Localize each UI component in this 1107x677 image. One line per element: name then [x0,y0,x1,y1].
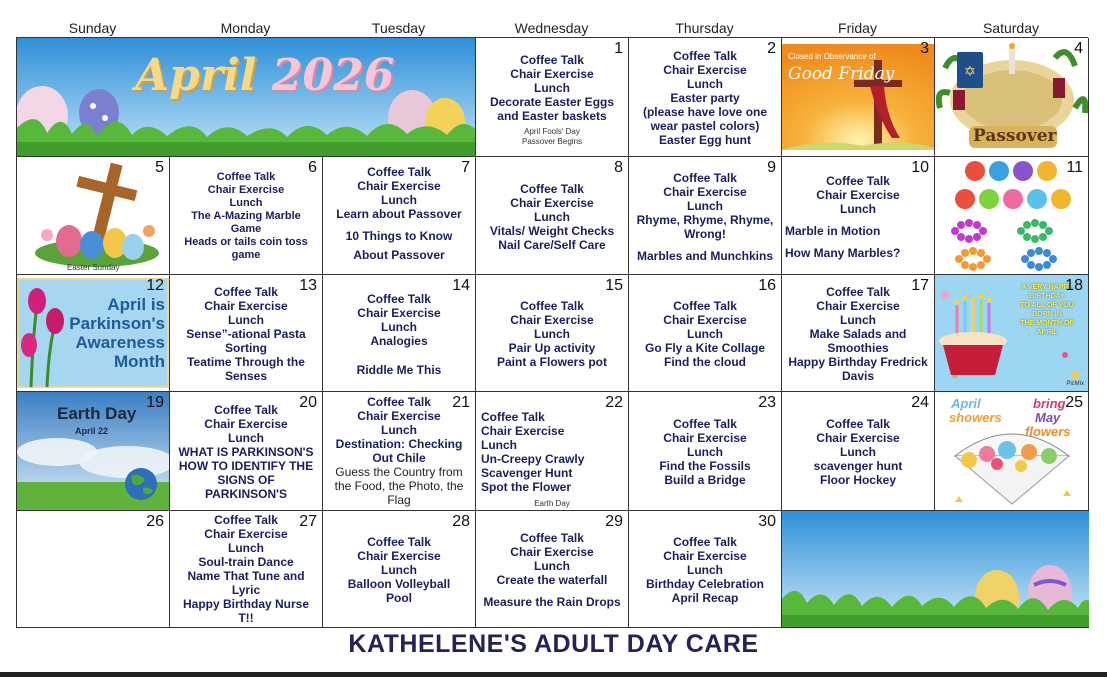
day-cell-19 [17,392,170,511]
day-cell-25 [935,392,1089,511]
day-cell-4 [935,38,1089,157]
day-number: 4 [1074,40,1083,57]
day-cell-26 [17,511,170,628]
day-number: 18 [1065,277,1083,294]
day-activities: Coffee Talk Chair Exercise Lunch Learn about Passover 10 Things to Know About Passover [336,165,462,262]
weekday-friday: Friday [838,20,877,36]
day-activities: Coffee Talk Chair Exercise Lunch Find the Fossils Build a Bridge [659,417,751,487]
day-cell-20 [170,392,323,511]
day-number: 17 [911,277,929,294]
day-activities: Coffee Talk Chair Exercise Lunch Vitals/ Weight Checks Nail Care/Self Care [489,181,615,252]
day-number: 1 [614,40,623,57]
day-cell-24 [782,392,935,511]
day-activities: Coffee Talk Chair Exercise Lunch Marble in Motion How Many Marbles? [785,173,901,260]
day-number: 13 [299,277,317,294]
day-number: 25 [1065,394,1083,411]
easter-eggs-grass-image [782,511,1089,628]
day-number: 12 [146,277,164,294]
day-number: 10 [911,159,929,176]
day-cell-16 [629,275,782,392]
day-number: 9 [767,159,776,176]
earth-day-title: Earth Day [57,404,137,423]
day-number: 21 [452,394,470,411]
day-activities: Coffee Talk Chair Exercise Lunch Birthday Celebration April Recap [645,535,765,605]
day-number: 22 [605,394,623,411]
day-activities: Coffee Talk Chair Exercise Lunch Create the waterfall Measure the Rain Drops [483,531,621,609]
day-cell-14 [323,275,476,392]
day-cell-27 [170,511,323,628]
earth-day-date: April 22 [75,426,109,436]
day-cell-18 [935,275,1089,392]
day-number: 14 [452,277,470,294]
showers-word: showers [949,410,1002,425]
passover-label: Passover [973,126,1057,146]
day-cell-2 [629,38,782,157]
day-cell-6 [170,157,323,275]
day-activities: Coffee Talk Chair Exercise Lunch Pair Up activity Paint a Flowers pot [496,299,607,369]
day-activities: Coffee Talk Chair Exercise Lunch scavenger hunt Floor Hockey [813,417,903,487]
weekday-sunday: Sunday [68,20,117,36]
day-number: 29 [605,513,623,530]
easter-footer-banner [782,511,1089,628]
calendar-grid [16,37,1088,628]
easter-sunday-note: Easter Sunday [67,263,120,272]
good-friday-title: Good Friday [788,64,895,84]
day-cell-28 [323,511,476,628]
day-number: 20 [299,394,317,411]
day-activities: Coffee Talk Chair Exercise Lunch Un-Creepy Crawly Scavenger Hunt Spot the Flower [481,410,585,494]
day-cell-10 [782,157,935,275]
april-word: April [951,396,981,411]
bring-word: bring [1033,396,1066,411]
day-activities: Coffee Talk Chair Exercise Lunch Decorate Easter Eggs and Easter baskets April Fools' Day Passover Begins [489,53,615,146]
day-cell-15 [476,275,629,392]
day-cell-7 [323,157,476,275]
day-activities: Coffee Talk Chair Exercise Lunch Easter party (please have love one wear pastel colors) Easter Egg hunt [642,49,768,147]
day-number: 3 [920,40,929,57]
day-cell-13 [170,275,323,392]
day-number: 30 [758,513,776,530]
day-cell-3 [782,38,935,157]
weekday-tuesday: Tuesday [371,20,426,36]
care-center-name: KATHELENE'S ADULT DAY CARE [348,630,759,658]
day-cell-1 [476,38,629,157]
bottom-bar [0,672,1107,677]
day-cell-21 [323,392,476,511]
day-cell-30 [629,511,782,628]
day-number: 11 [1066,159,1083,176]
day-number: 24 [911,394,929,411]
day-activities: Coffee Talk Chair Exercise Lunch Analogies Riddle Me This [356,291,442,377]
day-number: 19 [146,394,164,411]
day-number: 5 [155,159,164,176]
day-number: 27 [299,513,317,530]
day-cell-8 [476,157,629,275]
day-number: 26 [146,513,164,530]
svg-text:✡: ✡ [964,64,976,80]
day-activities: Coffee Talk Chair Exercise Lunch Soul-train Dance Name That Tune and Lyric Happy Birthday Nurse T!! [182,513,310,625]
day-activities: Coffee Talk Chair Exercise Lunch The A-Mazing Marble Game Heads or tails coin toss game [184,171,308,261]
day-activities: Coffee Talk Chair Exercise Lunch Destination: Checking Out Chile Guess the Country from the Food, the Photo, the Flag [334,395,464,507]
day-number: 15 [605,277,623,294]
weekday-thursday: Thursday [675,20,734,36]
day-activities: Coffee Talk Chair Exercise Lunch Go Fly a Kite Collage Find the cloud [644,299,766,369]
easter-cross-eggs-image [17,157,170,275]
flowers-word: flowers [1025,424,1071,439]
day-number: 2 [767,40,776,57]
day-number: 7 [461,159,470,176]
banner-title: April 2026 [135,50,395,101]
day-activities: Coffee Talk Chair Exercise Lunch Balloon Volleyball Pool [347,535,451,605]
weekday-monday: Monday [220,20,271,36]
day-cell-29 [476,511,629,628]
day-activities: Coffee Talk Chair Exercise Lunch WHAT IS PARKINSON'S HOW TO IDENTIFY THE SIGNS OF PARKINSON'S [178,403,314,501]
day-number: 8 [614,159,623,176]
may-word: May [1035,410,1061,425]
birthday-greeting-text: A VERY HAPPY BIRTHDAY TO ALL OF YOU BORN IN THE MONTH OF APRIL [1020,284,1074,336]
day-number: 16 [758,277,776,294]
day-cell-5 [17,157,170,275]
day-cell-12 [17,275,170,392]
parkinsons-awareness-text: April is Parkinson's Awareness Month [69,295,165,371]
day-number: 6 [308,159,317,176]
good-friday-caption: Closed in Observance of [788,52,876,61]
day-cell-23 [629,392,782,511]
day-number: 28 [452,513,470,530]
day-activities: Coffee Talk Chair Exercise Lunch Sense”-ational Pasta Sorting Teatime Through the Senses [186,285,306,383]
day-number: 23 [758,394,776,411]
earth-day-note: Earth Day [534,499,570,508]
weekday-saturday: Saturday [982,20,1040,36]
april-banner [17,38,476,157]
day-activities: Coffee Talk Chair Exercise Lunch Make Salads and Smoothies Happy Birthday Fredrick Davis [788,285,928,383]
day-cell-22 [476,392,629,511]
day-cell-9 [629,157,782,275]
day-cell-17 [782,275,935,392]
day-activities: Coffee Talk Chair Exercise Lunch Rhyme, Rhyme, Rhyme, Wrong! Marbles and Munchkins [636,170,774,263]
weekday-wednesday: Wednesday [514,20,589,36]
picmix-watermark: PicMix [1066,381,1084,387]
day-cell-11 [935,157,1089,275]
